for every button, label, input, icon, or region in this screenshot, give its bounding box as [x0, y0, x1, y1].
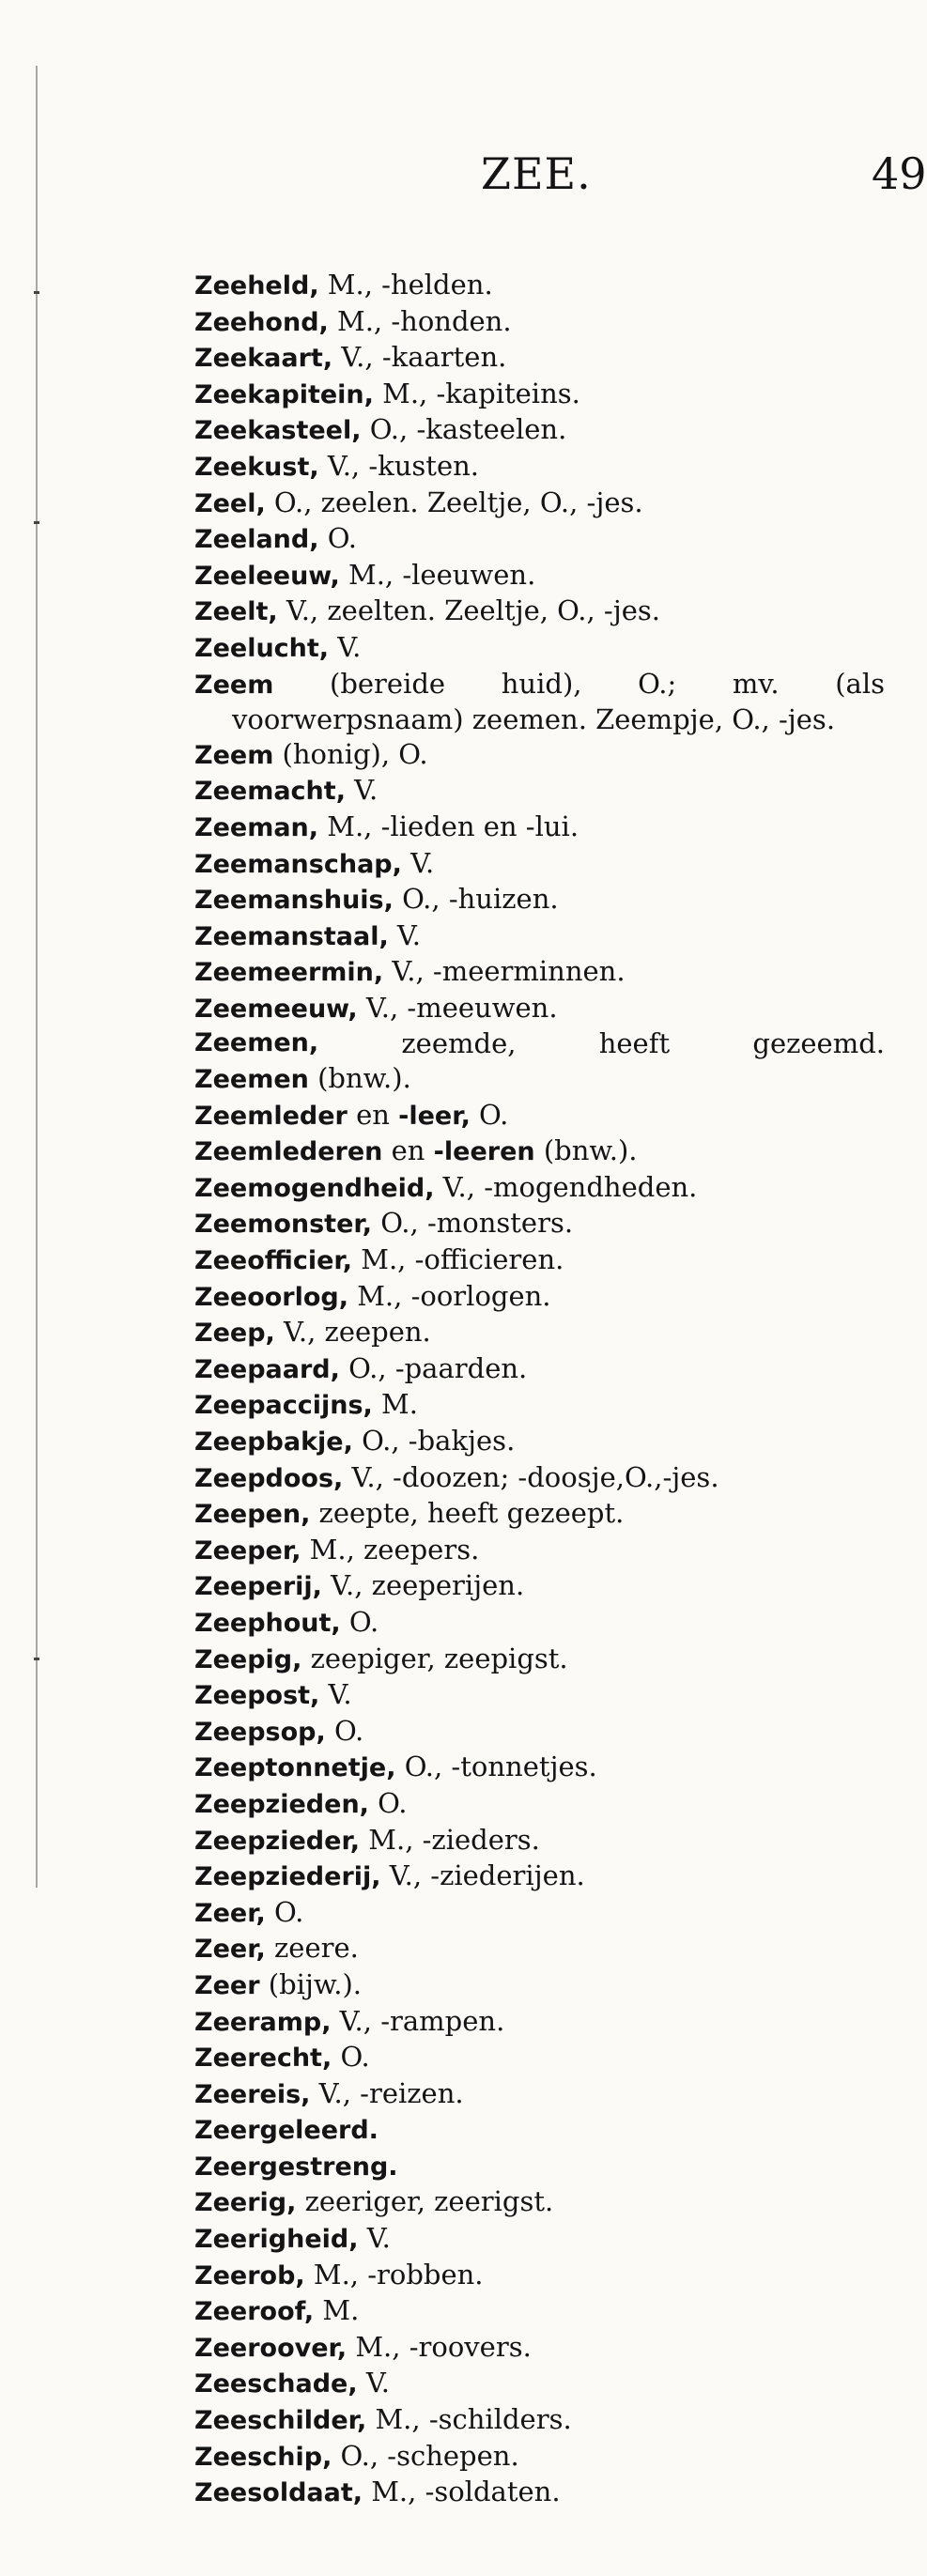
definition: V., -doozen; -doosje,O.,-jes. [343, 1460, 719, 1493]
definition: (bnw.). [308, 1062, 411, 1095]
headword: Zeerob, [194, 2260, 305, 2291]
dictionary-entry [194, 2258, 885, 2294]
definition: M., -leeuwen. [339, 558, 536, 591]
dictionary-entry [194, 2004, 885, 2041]
headword: Zeemleder [194, 1101, 348, 1131]
definition-continued: (bnw.). [534, 1134, 638, 1167]
headword: Zeelucht, [194, 633, 330, 663]
definition: M., -lieden en -lui. [318, 810, 579, 842]
margin-tick [34, 1658, 39, 1660]
headword: Zeekaart, [194, 344, 333, 374]
dictionary-entry [194, 268, 885, 304]
definition: M. [314, 2294, 360, 2327]
headword: Zeemanschap, [194, 849, 402, 879]
definition: O. [265, 1895, 304, 1928]
headword: Zeem [194, 670, 274, 700]
dictionary-entry [194, 558, 885, 594]
definition: (bereide huid), O.; mv. (als voorwerpsnaam) zeemen. Zeempje, O., -jes. [232, 667, 885, 736]
definition: V. [401, 846, 435, 879]
definition: O., -huizen. [393, 883, 559, 916]
headword: Zeerecht, [194, 2044, 332, 2074]
dictionary-entry [194, 1351, 885, 1388]
dictionary-entry [194, 1206, 885, 1242]
headword: Zeekapitein, [194, 379, 374, 409]
dictionary-entry [194, 521, 885, 558]
definition: V., -rampen. [331, 2004, 505, 2037]
dictionary-entry [194, 1387, 885, 1424]
definition: zeeriger, zeerigst. [296, 2185, 554, 2218]
dictionary-entry [194, 2402, 885, 2439]
definition: O. [318, 522, 357, 555]
definition: (bijw.). [259, 1967, 363, 2000]
definition: M. [372, 1388, 418, 1421]
headword: Zeel, [194, 488, 266, 518]
definition: en [382, 1134, 434, 1167]
dictionary-entry [194, 1242, 885, 1279]
dictionary-entry [194, 449, 885, 486]
headword: Zeer [194, 1970, 260, 2000]
dictionary-entry [194, 340, 885, 377]
headword: Zeepsop, [194, 1717, 326, 1747]
definition: O., -schepen. [332, 2439, 519, 2472]
dictionary-entry [194, 1895, 885, 1932]
headword: Zeepost, [194, 1681, 320, 1711]
dictionary-entry [194, 1315, 885, 1351]
definition-word: gezeemd. [752, 1027, 885, 1060]
headword: Zeephout, [194, 1608, 341, 1638]
headword: Zeemonster, [194, 1210, 372, 1240]
definition: O., -paarden. [339, 1351, 528, 1384]
headword: Zeeoorlog, [194, 1282, 349, 1312]
headword: Zeehond, [194, 307, 329, 337]
dictionary-entry [194, 1460, 885, 1497]
dictionary-entry [194, 630, 885, 667]
headword: Zeeroover, [194, 2333, 348, 2363]
dictionary-entry [194, 1134, 885, 1170]
headword: Zeeramp, [194, 2007, 332, 2037]
headword: Zeelt, [194, 597, 278, 627]
dictionary-entry [194, 810, 885, 846]
headword: Zeepziederij, [194, 1862, 381, 1892]
definition-word: heeft [598, 1027, 671, 1060]
dictionary-entry [194, 2221, 885, 2258]
headword: Zeergestreng. [194, 2152, 398, 2182]
definition-word: zeemde, [401, 1027, 517, 1060]
definition: O., -bakjes. [352, 1425, 516, 1457]
headword: Zeergeleerd. [194, 2116, 379, 2146]
dictionary-entry [194, 667, 885, 737]
definition: V., -ziederijen. [380, 1859, 585, 1892]
headword: Zeepzieden, [194, 1789, 369, 1819]
definition: M., -helden. [318, 269, 493, 301]
headword: Zeep, [194, 1319, 275, 1349]
page-number: 49 [872, 148, 927, 199]
dictionary-entry [194, 991, 885, 1027]
headword: Zeemogendheid, [194, 1173, 435, 1203]
dictionary-entry [194, 1061, 885, 1098]
definition: O., zeelen. Zeeltje, O., -jes. [265, 486, 643, 518]
definition: O. [340, 1605, 379, 1638]
dictionary-entry [194, 2293, 885, 2330]
headword: Zeereis, [194, 2079, 311, 2109]
dictionary-entry [194, 1823, 885, 1859]
definition: en [347, 1098, 399, 1131]
headword-variant: -leeren [433, 1137, 535, 1167]
definition: V., -meerminnen. [383, 955, 626, 988]
definition: V., zeeperijen. [321, 1569, 525, 1602]
dictionary-entry-list [194, 268, 885, 2511]
headword: Zeesoldaat, [194, 2478, 363, 2508]
headword: Zeemacht, [194, 777, 346, 807]
headword: Zeeptonnetje, [194, 1753, 396, 1783]
dictionary-entry [194, 1677, 885, 1714]
headword: Zeeleeuw, [194, 561, 340, 591]
headword: Zeemanshuis, [194, 886, 394, 916]
margin-tick [34, 291, 39, 294]
definition: V. [329, 630, 362, 663]
dictionary-entry [194, 2330, 885, 2367]
dictionary-entry [194, 1786, 885, 1823]
dictionary-entry [194, 2040, 885, 2076]
headword: Zeeschilder, [194, 2406, 367, 2436]
headword: Zeemen [194, 1065, 309, 1095]
headword: Zeeland, [194, 525, 319, 555]
headword: Zeerigheid, [194, 2225, 359, 2255]
dictionary-entry [194, 1026, 885, 1061]
dictionary-entry [194, 1605, 885, 1642]
definition: zeepiger, zeepigst. [301, 1642, 568, 1674]
dictionary-entry [194, 1967, 885, 2004]
definition: V., zeelten. Zeeltje, O., -jes. [277, 594, 660, 627]
headword: Zeemlederen [194, 1137, 383, 1167]
dictionary-entry [194, 737, 885, 774]
dictionary-entry [194, 1496, 885, 1533]
definition: M., -officieren. [352, 1243, 564, 1276]
margin-tick [34, 521, 39, 524]
headword: Zeemeermin, [194, 958, 384, 988]
dictionary-entry [194, 2475, 885, 2511]
dictionary-entry [194, 1714, 885, 1751]
definition: V. [358, 2222, 391, 2255]
definition: M., -soldaten. [363, 2476, 561, 2508]
dictionary-entry [194, 2149, 885, 2185]
definition: (honig), O. [273, 737, 428, 770]
headword: Zeeschip, [194, 2442, 332, 2472]
headword: Zeem [194, 740, 274, 770]
dictionary-entry [194, 846, 885, 883]
dictionary-entry [194, 2076, 885, 2113]
definition: O. [368, 1786, 408, 1819]
definition: V. [357, 2367, 390, 2399]
dictionary-entry [194, 2184, 885, 2221]
definition: M., -schilders. [366, 2403, 572, 2436]
headword: Zeepzieder, [194, 1826, 361, 1856]
dictionary-entry [194, 594, 885, 630]
definition: M., -oorlogen. [348, 1279, 551, 1312]
dictionary-entry [194, 954, 885, 991]
dictionary-entry [194, 1642, 885, 1678]
definition: M., -honden. [328, 304, 512, 337]
dictionary-entry [194, 1098, 885, 1134]
definition: M., -robben. [304, 2258, 484, 2291]
headword: Zeeheld, [194, 271, 319, 301]
headword: Zeepen, [194, 1500, 311, 1530]
headword: Zeeofficier, [194, 1246, 353, 1276]
dictionary-entry [194, 1750, 885, 1786]
dictionary-entry [194, 486, 885, 522]
headword: Zeekasteel, [194, 416, 362, 446]
dictionary-entry [194, 1424, 885, 1460]
headword: Zeemen, [194, 1028, 319, 1058]
headword: Zeepig, [194, 1644, 302, 1674]
margin-line [36, 66, 38, 1888]
headword: Zeepaccijns, [194, 1391, 373, 1421]
dictionary-entry [194, 918, 885, 955]
headword: Zeeperij, [194, 1572, 322, 1602]
dictionary-entry [194, 412, 885, 449]
headword: Zeemanstaal, [194, 921, 389, 951]
headword: Zeeroof, [194, 2297, 315, 2327]
dictionary-entry [194, 2112, 885, 2149]
headword: Zeer, [194, 1898, 266, 1928]
headword: Zeemeeuw, [194, 994, 358, 1024]
definition: M., -kapiteins. [373, 377, 580, 409]
headword: Zeeman, [194, 812, 319, 842]
dictionary-entry [194, 1568, 885, 1605]
dictionary-entry [194, 377, 885, 413]
definition: V., zeepen. [274, 1316, 431, 1349]
headword: Zeepdoos, [194, 1463, 344, 1493]
definition: O., -tonnetjes. [395, 1751, 597, 1783]
dictionary-entry [194, 1931, 885, 1967]
headword: Zeekust, [194, 452, 319, 482]
headword: Zeer, [194, 1935, 266, 1965]
headword: Zeerig, [194, 2188, 297, 2218]
headword: Zeeper, [194, 1535, 301, 1566]
dictionary-entry [194, 1170, 885, 1207]
dictionary-entry [194, 1859, 885, 1895]
dictionary-entry [194, 773, 885, 810]
definition: M., zeepers. [301, 1533, 480, 1566]
definition: V., -kusten. [318, 449, 480, 482]
definition: V., -reizen. [310, 2076, 464, 2109]
dictionary-entry [194, 1533, 885, 1569]
dictionary-entry [194, 2439, 885, 2476]
definition: zeere. [265, 1932, 359, 1965]
page-header [0, 148, 927, 205]
definition: V. [319, 1678, 352, 1711]
headword-variant: -leer, [398, 1101, 471, 1131]
headword: Zeepaard, [194, 1354, 340, 1384]
definition: O. [332, 2041, 370, 2074]
definition: V., -meeuwen. [357, 991, 558, 1024]
headword: Zeeschade, [194, 2369, 358, 2399]
definition: V. [388, 918, 422, 951]
definition: V. [345, 774, 379, 807]
page-title: ZEE. [481, 148, 592, 199]
definition: V., -mogendheden. [434, 1170, 698, 1203]
definition-continued: O. [470, 1098, 509, 1131]
definition: V., -kaarten. [332, 341, 507, 374]
dictionary-entry [194, 304, 885, 341]
definition: M., -roovers. [347, 2330, 532, 2363]
definition: O., -kasteelen. [361, 413, 567, 446]
dictionary-entry [194, 1279, 885, 1316]
definition: M., -zieders. [360, 1823, 540, 1856]
headword: Zeepbakje, [194, 1427, 353, 1457]
definition: zeepte, heeft gezeept. [310, 1497, 625, 1530]
definition: O. [325, 1714, 364, 1747]
dictionary-entry [194, 2366, 885, 2402]
dictionary-entry [194, 882, 885, 918]
definition: O., -monsters. [372, 1207, 574, 1240]
